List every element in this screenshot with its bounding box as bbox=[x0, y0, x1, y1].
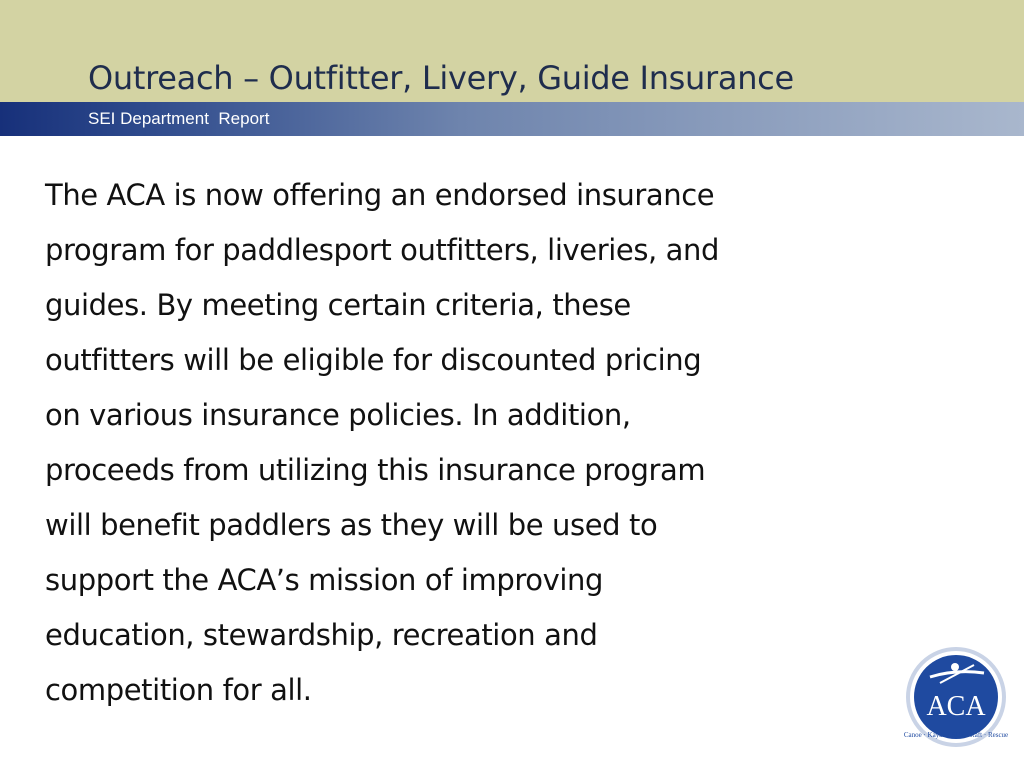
body-text: The ACA is now offering an endorsed insurance program for paddlesport outfitters, liveries, and guides. By meeting certain criteria, these outfitters will be eligible for discounted pricing on various insurance policies. In addition, proceeds from utilizing this insurance program will benefit paddlers as they will be used to support the ACA’s mission of improving education, stewardship, recreation and competition for all. bbox=[45, 178, 720, 707]
logo-text: ACA bbox=[926, 691, 986, 722]
subtitle-text: SEI Department Report bbox=[88, 109, 270, 128]
logo-caption: Canoe · Kayak · SUP · Raft · Rescue bbox=[903, 731, 1009, 739]
slide-title: Outreach – Outfitter, Livery, Guide Insurance bbox=[88, 59, 794, 97]
subtitle-bar bbox=[0, 102, 1024, 136]
